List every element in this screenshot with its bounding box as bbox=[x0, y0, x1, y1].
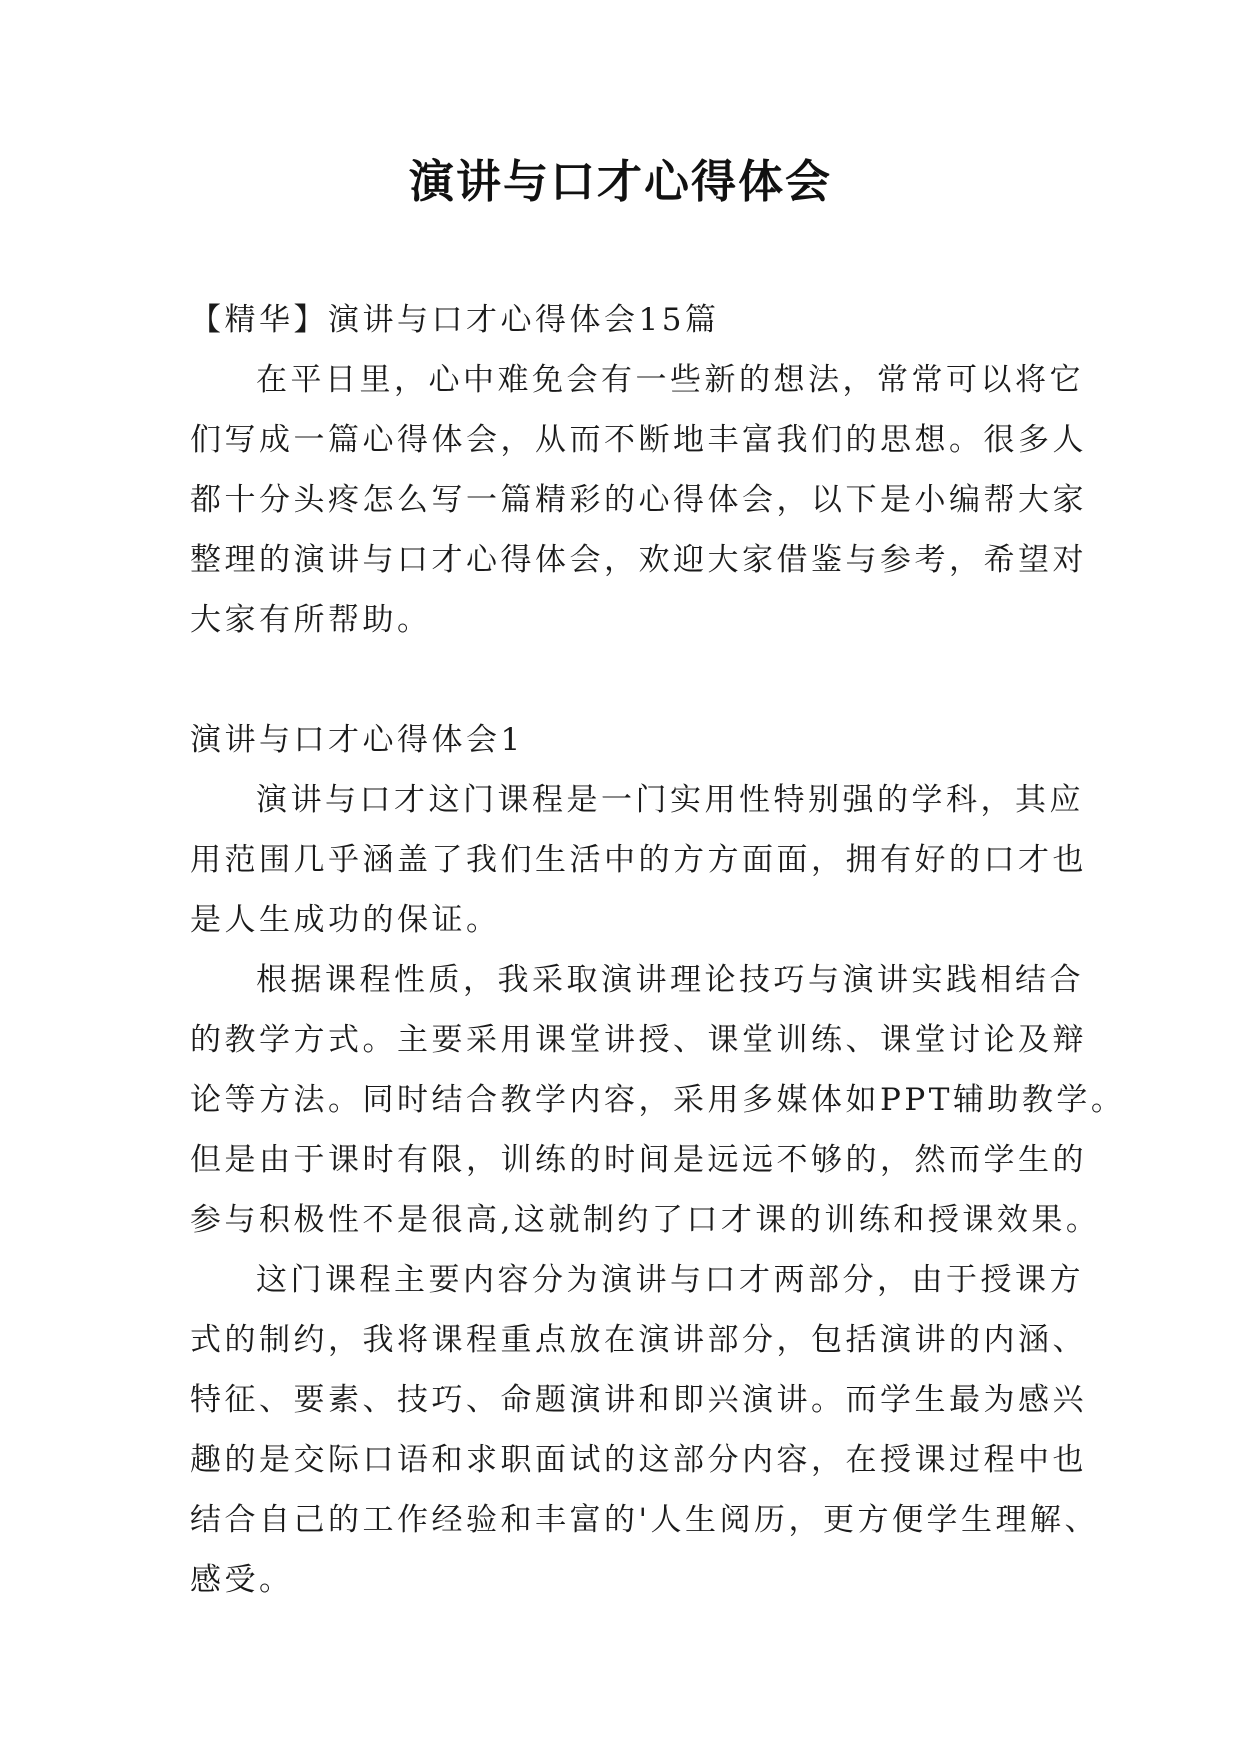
document-body bbox=[190, 290, 1126, 1610]
paragraph-line: 大家有所帮助。 bbox=[190, 602, 432, 638]
paragraph-line: 趣的是交际口语和求职面试的这部分内容，在授课过程中也 bbox=[190, 1442, 1087, 1478]
paragraph-line: 整理的演讲与口才心得体会，欢迎大家借鉴与参考，希望对 bbox=[190, 542, 1087, 578]
paragraph-line: 们写成一篇心得体会，从而不断地丰富我们的思想。很多人 bbox=[190, 422, 1087, 458]
paragraph-line: 但是由于课时有限，训练的时间是远远不够的，然而学生的 bbox=[190, 1142, 1087, 1178]
document-title: 演讲与口才心得体会 bbox=[408, 155, 832, 208]
paragraph-line: 根据课程性质，我采取演讲理论技巧与演讲实践相结合 bbox=[256, 962, 1084, 998]
section-paragraph-1 bbox=[190, 770, 1087, 950]
paragraph-line: 用范围几乎涵盖了我们生活中的方方面面，拥有好的口才也 bbox=[190, 842, 1087, 878]
section-spacer bbox=[190, 650, 1060, 710]
intro-paragraph bbox=[190, 350, 1087, 650]
paragraph-line: 是人生成功的保证。 bbox=[190, 902, 501, 938]
document-subtitle: 【精华】演讲与口才心得体会15篇 bbox=[190, 302, 720, 338]
paragraph-line: 论等方法。同时结合教学内容，采用多媒体如PPT辅助教学。 bbox=[190, 1082, 1126, 1118]
section-heading: 演讲与口才心得体会1 bbox=[190, 722, 524, 758]
paragraph-line: 特征、要素、技巧、命题演讲和即兴演讲。而学生最为感兴 bbox=[190, 1382, 1087, 1418]
paragraph-line: 结合自己的工作经验和丰富的'人生阅历，更方便学生理解、 bbox=[190, 1502, 1100, 1538]
paragraph-line: 都十分头疼怎么写一篇精彩的心得体会，以下是小编帮大家 bbox=[190, 482, 1087, 518]
section-paragraph-3 bbox=[190, 1250, 1100, 1610]
paragraph-line: 的教学方式。主要采用课堂讲授、课堂训练、课堂讨论及辩 bbox=[190, 1022, 1087, 1058]
section-paragraph-2 bbox=[190, 950, 1126, 1250]
paragraph-line: 感受。 bbox=[190, 1562, 294, 1598]
paragraph-line: 参与积极性不是很高,这就制约了口才课的训练和授课效果。 bbox=[190, 1202, 1101, 1238]
paragraph-line: 在平日里，心中难免会有一些新的想法，常常可以将它 bbox=[256, 362, 1084, 398]
paragraph-line: 这门课程主要内容分为演讲与口才两部分，由于授课方 bbox=[256, 1262, 1084, 1298]
paragraph-line: 演讲与口才这门课程是一门实用性特别强的学科，其应 bbox=[256, 782, 1084, 818]
paragraph-line: 式的制约，我将课程重点放在演讲部分，包括演讲的内涵、 bbox=[190, 1322, 1087, 1358]
